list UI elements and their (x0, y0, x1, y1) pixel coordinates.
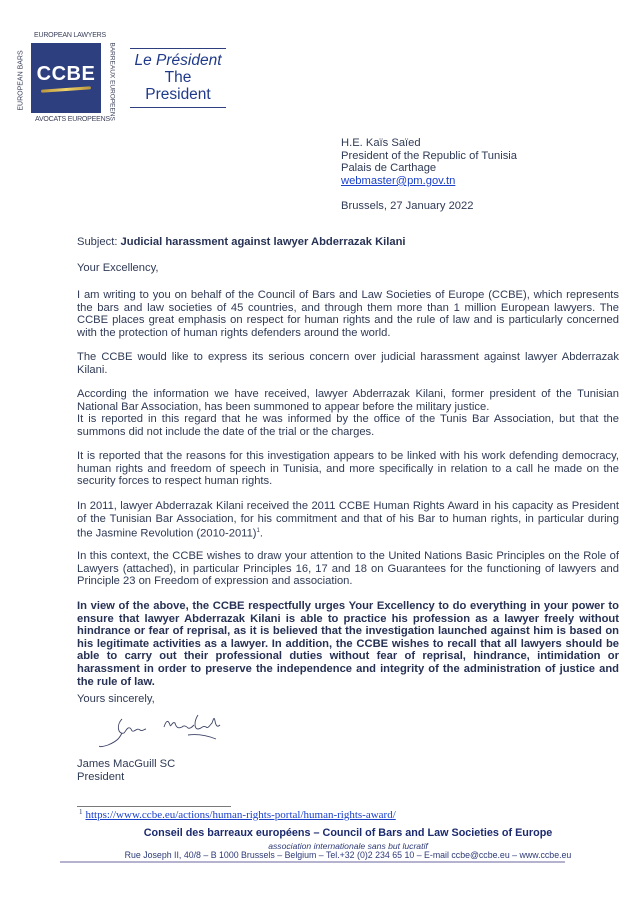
footnote-link[interactable]: https://www.ccbe.eu/actions/human-rights-portal/human-rights-award/ (85, 809, 396, 821)
closing: Yours sincerely, (77, 693, 155, 705)
recipient-address (341, 137, 517, 213)
title-rule-bottom (130, 107, 226, 108)
footer-rule (60, 861, 565, 863)
ccbe-logo (10, 30, 120, 130)
paragraph-un-principles: In this context, the CCBE wishes to draw your attention to the United Nations Basic Principles on the Role of Lawyers (attached), in particular Principles 16, 17 and 18 on Guarantees for the functioning of lawyers and Principle 23 on Freedom of expression and association. (77, 550, 619, 588)
paragraph-reasons: It is reported that the reasons for this investigation appears to be linked with his work defending democracy, human rights and freedom of speech in Tunisia, and more specifically in relation to a call he made on the security forces to respect human rights. (77, 450, 619, 488)
handwritten-signature (98, 711, 228, 751)
paragraph-intro: I am writing to you on behalf of the Council of Bars and Law Societies of Europe (CCBE), which represents the bars and law societies of 45 countries, and through them more than 1 million European lawyers. The CCBE places great emphasis on respect for human rights and the rule of law and is particularly concerned with the protection of human rights defenders around the world. (77, 289, 619, 339)
subject-label: Subject: (77, 236, 121, 248)
logo-right-text: BARREAUX EUROPEENS (108, 42, 116, 121)
recipient-address-line: Palais de Carthage (341, 162, 437, 175)
place-date: Brussels, 27 January 2022 (341, 199, 474, 212)
recipient-name: H.E. Kaïs Saïed (341, 137, 421, 149)
footnote-ref[interactable]: 1 (256, 528, 260, 535)
logo-top-text: EUROPEAN LAWYERS (34, 32, 107, 39)
recipient-email-link[interactable]: webmaster@pm.gov.tn (341, 174, 456, 187)
salutation: Your Excellency, (77, 262, 159, 274)
subject-text: Judicial harassment against lawyer Abderrazak Kilani (120, 236, 406, 248)
footer-contact: Rue Joseph II, 40/8 – B 1000 Brussels – Belgium – Tel.+32 (0)2 234 65 10 – E-mail ccbe@ccbe.eu – www.ccbe.eu (124, 850, 572, 860)
logo-box (31, 43, 101, 113)
footnote-separator (77, 806, 231, 807)
title-rule-top (130, 48, 226, 49)
logo-swoosh-icon (41, 86, 91, 92)
title-english: The President (145, 69, 211, 103)
title-french: Le Président (134, 52, 222, 69)
logo-left-text: EUROPEAN BARS (17, 50, 25, 111)
paragraph-urge: In view of the above, the CCBE respectfully urges Your Excellency to do everything in your power to ensure that lawyer Abderrazak Kilani is able to practice his profession as a lawyer freely without hindrance or fear of reprisal, as it is believed that the investigation launched against him is based on his legitimate activities as a lawyer. In addition, the CCBE wishes to recall that all lawyers should be able to carry out their professional duties without fear of reprisal, hindrance, intimidation or harassment in order to preserve the independence and integrity of the administration of justice and the rule of law. (77, 600, 619, 688)
recipient-title: President of the Republic of Tunisia (341, 149, 517, 162)
signatory-title: President (77, 771, 125, 783)
president-title-block (130, 48, 226, 108)
signatory-name: James MacGuill SC (77, 758, 176, 770)
paragraph-information: According the information we have received, lawyer Abderrazak Kilani, former president of the Tunisian National Bar Association, has been summoned to appear before the military justice. (77, 388, 619, 413)
paragraph-award: In 2011, lawyer Abderrazak Kilani received the 2011 CCBE Human Rights Award in his capacity as President of the Tunisian Bar Association, for his commitment and that of his Bar to human rights, in particular during the Jasmine Revolution (2010-2011)$^1$. (77, 500, 619, 540)
footnote-number: 1 (79, 808, 83, 816)
footer-org-type: association internationale sans but lucratif (268, 841, 428, 851)
footer-org-name: Conseil des barreaux européens – Council of Bars and Law Societies of Europe (143, 827, 553, 839)
paragraph-award-text: In 2011, lawyer Abderrazak Kilani received the 2011 CCBE Human Rights Award in his capacity as President of the Tunisian Bar Association, for his commitment and that of his Bar to human rights, in particular during the Jasmine Revolution (2010-2011) (77, 500, 619, 540)
logo-bottom-text: AVOCATS EUROPEENS (35, 116, 110, 123)
paragraph-concern: The CCBE would like to express its serious concern over judicial harassment against lawyer Abderrazak Kilani. (77, 351, 619, 376)
footnote (79, 808, 396, 821)
subject-line (77, 236, 619, 249)
paragraph-summons: It is reported in this regard that he was informed by the office of the Tunis Bar Association, but that the summons did not include the date of the trial or the charges. (77, 413, 619, 438)
logo-main-text: CCBE (36, 63, 96, 85)
